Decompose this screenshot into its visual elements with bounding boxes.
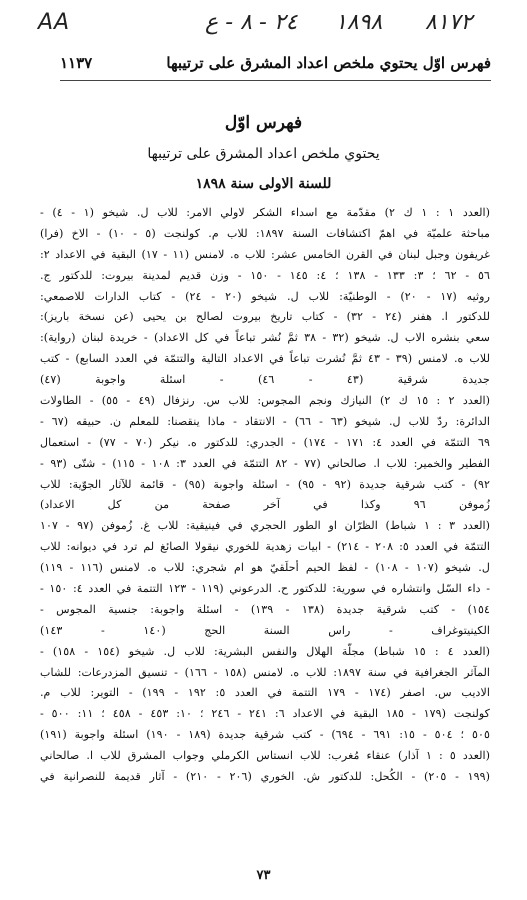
- index-line: - داء السّل وانتشاره في سورية: للدكتور ح. الدرعوني (١١٩ - ١٢٣ التتمة في العدد ٤: ١٥٠ -: [40, 582, 490, 596]
- index-line: الدائرة: ردّ للاب ل. شيخو (٦٣ - ٦٦) - الانتقاد - ماذا ينقصنا: للمعلم ن. حبيقه (٦٧ -: [40, 414, 490, 428]
- handwritten-annotations: [0, 4, 527, 44]
- section-title: فهرس اوّل: [224, 113, 303, 133]
- index-line: غريفون وجبل لبنان في القرن الخامس عشر: للاب ه. لامنس (١١ - ١٧) البقية في الاعداد ٢:: [40, 247, 490, 261]
- index-line: (العدد ٢ : ١٥ ك ٢) النيازك ونجم المجوس: للاب س. رنزفال (٤٩ - ٥٥) - الطاولات: [40, 394, 490, 408]
- index-line: (العدد ٤ : ١٥ شباط) مجلّة الهلال والنفس البشرية: للاب ل. شيخو (١٥٤ - ١٥٨) -: [40, 644, 490, 658]
- handwritten-date: ٢٤ - ٨ - ع: [205, 10, 298, 35]
- index-line: المآثر الجغرافية في سنة ١٨٩٧: للاب ه. لامنس (١٥٨ - ١٦٦) - تنسيق المزدرعات: للشاب: [40, 665, 490, 679]
- index-line: ١٥٤) - كتب شرقية جديدة (١٣٨ - ١٣٩) - اسئلة واجوبة: جنسية المجوس -: [40, 602, 490, 616]
- index-body: [40, 203, 490, 788]
- index-line: ٥٠٥ ؛ ٥٠٤ - ١٥: ٦٩١ - ٦٩٤) - كتب شرقية جديدة (١٨٩ - ١٩٠) اسئلة واجوبة (١٩١): [40, 728, 490, 742]
- index-line: روثيه (١٧ - ٢٠) - الوطنيّة: للاب ل. شيخو (٢٠ - ٢٤) - كتاب الدارات للاصمعي:: [40, 289, 490, 303]
- index-line: (العدد ٥ : ١ آذار) عنقاء مُغرب: للاب انستاس الكرملي وجواب المشرق للاب ا. صالحاني: [40, 749, 490, 763]
- index-line: جديدة شرقية (٤٣ - ٤٦) - اسئلة واجوبة (٤٧): [40, 373, 490, 387]
- index-line: ٥٦ - ٦٢ ؛ ٣: ١٣٣ - ١٣٨ ؛ ٤: ١٤٥ - ١٥٠ - وزن قديم لمدينة بيروت: للدكتور ج.: [40, 268, 490, 282]
- handwritten-number: ٨١٧٢: [425, 10, 473, 35]
- index-line: للدكتور ا. هفنر (٢٤ - ٣٢) - كتاب تاريخ بيروت لصالح بن يحيى (عن نسخة باريز):: [40, 310, 490, 324]
- index-line: الاديب س. اصفر (١٧٤ - ١٧٩ التتمة في العدد ٥: ١٩٢ - ١٩٩) - التوير: للاب م.: [40, 686, 490, 700]
- index-line: الفطير والخمير: للاب ا. صالحاني (٧٧ - ٨٢ التتمّة في العدد ٣: ١٠٨ - ١١٥) - شتّى (٩٣ -: [40, 456, 490, 470]
- index-line: للاب ه. لامنس (٣٩ - ٤٣ ثمَّ نُشرت تباعاً في الاعداد التالية والتتمّة في العدد السابع) - كتب: [40, 352, 490, 366]
- index-line: ل. شيخو (١٠٧ - ١٠٨) - لفظ الحيم أحلَقيّ هو ام شجري: للاب ه. لامنس (١١٦ - ١١٩): [40, 561, 490, 575]
- index-line: الكينيتوغراف - راس السنة الحج (١٤٠ - ١٤٣): [40, 623, 490, 637]
- index-line: سعي بنشره الاب ل. شيخو (٣٢ - ٣٨ ثمَّ نُشر تباعاً في كل الاعداد) - خريدة لبنان (رواية):: [40, 331, 490, 345]
- index-line: ٦٩ التتمّة في العدد ٤: ١٧١ - ١٧٤) - الجدري: للدكتور ه. نيكر (٧٠ - ٧٧) - استعمال: [40, 435, 490, 449]
- index-line: مباحثة علميّة في اهمّ اكتشافات السنة ١٨٩٧: للاب م. كولنجت (٥ - ١٠) - الاخ (فرا): [40, 226, 490, 240]
- index-line: ٩٢) - كتب شرقية جديدة (٩٢ - ٩٥) - اسئلة واجوبة (٩٥) - قائمة للآثار الجوّية: للاب: [40, 477, 490, 491]
- index-line: (العدد ١ : ١ ك ٢) مقدّمة مع اسداء الشكر لاولي الامر: للاب ل. شيخو (١ - ٤) -: [40, 206, 490, 219]
- running-head-title: فهرس اوّل يحتوي ملخص اعداد المشرق على ترتيبها: [166, 54, 491, 72]
- index-line: كولنجت (١٧٩ - ١٨٥ البقية في الاعداد ٦: ٢٤١ - ٢٤٦ ؛ ١٠: ٤٥٣ - ٤٥٨ ؛ ١١: ٥٠٠ -: [40, 707, 490, 721]
- year-heading: للسنة الاولى سنة ١٨٩٨: [195, 176, 332, 192]
- handwritten-year: ١٨٩٨: [335, 10, 383, 35]
- section-subtitle: يحتوي ملخص اعداد المشرق على ترتيبها: [147, 146, 380, 162]
- index-line: التتمّة في العدد ٥: ٢٠٨ - ٢١٤) - ابيات زهدية للخوري نيقولا الصائغ لم ترد في ديوانه: للاب: [40, 540, 490, 554]
- index-line: زُموفن ٩٦ وكذا في آخر صفحة من كل الاعداد): [40, 498, 490, 512]
- folio-number: ٧٣: [256, 868, 271, 883]
- running-head-page-number: ١١٣٧: [60, 54, 93, 72]
- index-line: (العدد ٣ : ١ شباط) الظرّان او الطور الحجري في فينيقية: للاب غ. زُموفن (٩٧ - ١٠٧: [40, 519, 490, 533]
- handwritten-left: AA: [38, 10, 71, 35]
- running-head: [60, 54, 491, 81]
- index-line: (١٩٩ - ٢٠٥) - الكُحل: للدكتور ش. الخوري (٢٠٦ - ٢١٠) - آثار قديمة للنصرانية في: [40, 770, 490, 784]
